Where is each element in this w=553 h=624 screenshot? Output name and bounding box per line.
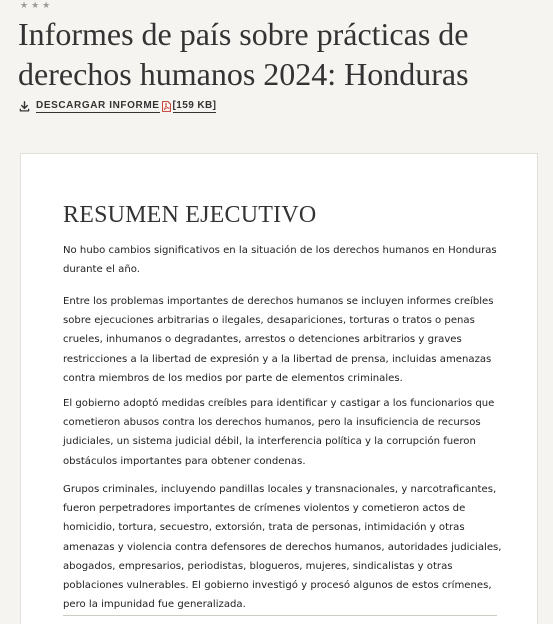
content-card [20, 153, 538, 624]
file-size-label[interactable]: [159 KB] [172, 99, 217, 111]
section-heading: RESUMEN EJECUTIVO [63, 202, 317, 228]
paragraph: Grupos criminales, incluyendo pandillas locales y transnacionales, y narcotraficantes, fueron perpetradores importantes de crímenes violentos y cometieron actos de homicidio, tortura, secuestro, extorsión, trata de personas, intimidación y otras amenazas y violencia contra defensores de derechos humanos, autoridades judiciales, abogados, empresarios, periodistas, blogueros, mujeres, sindicalistas y otras poblaciones vulnerables. El gobierno investigó y procesó algunos de estos crímenes, pero la impunidad fue generalizada. [63, 484, 502, 611]
decorative-stars: ★★★ [20, 1, 54, 11]
download-report-label[interactable]: DESCARGAR INFORME [36, 99, 160, 111]
download-icon [19, 101, 30, 112]
paragraph: Entre los problemas importantes de derechos humanos se incluyen informes creíbles sobre ejecuciones arbitrarias o ilegales, desapariciones, torturas o tratos o penas crueles, inhumanos o degradantes, arrestos o detenciones arbitrarios y graves restricciones a la libertad de expresión y a la libertad de prensa, incluidas amenazas contra miembros de los medios por parte de elementos criminales. [63, 296, 494, 384]
download-report-link[interactable] [19, 98, 216, 114]
paragraph: No hubo cambios significativos en la situación de los derechos humanos en Honduras durante el año. [63, 245, 497, 276]
page-title: Informes de país sobre prácticas de derechos humanos 2024: Honduras [18, 16, 469, 92]
divider [63, 615, 497, 616]
pdf-icon [162, 101, 171, 112]
paragraph: El gobierno adoptó medidas creíbles para identificar y castigar a los funcionarios que cometieron abusos contra los derechos humanos, pero la insuficiencia de recursos judiciales, un sistema judicial débil, la interferencia política y la corrupción fueron obstáculos importantes para obtener condenas. [63, 398, 495, 467]
